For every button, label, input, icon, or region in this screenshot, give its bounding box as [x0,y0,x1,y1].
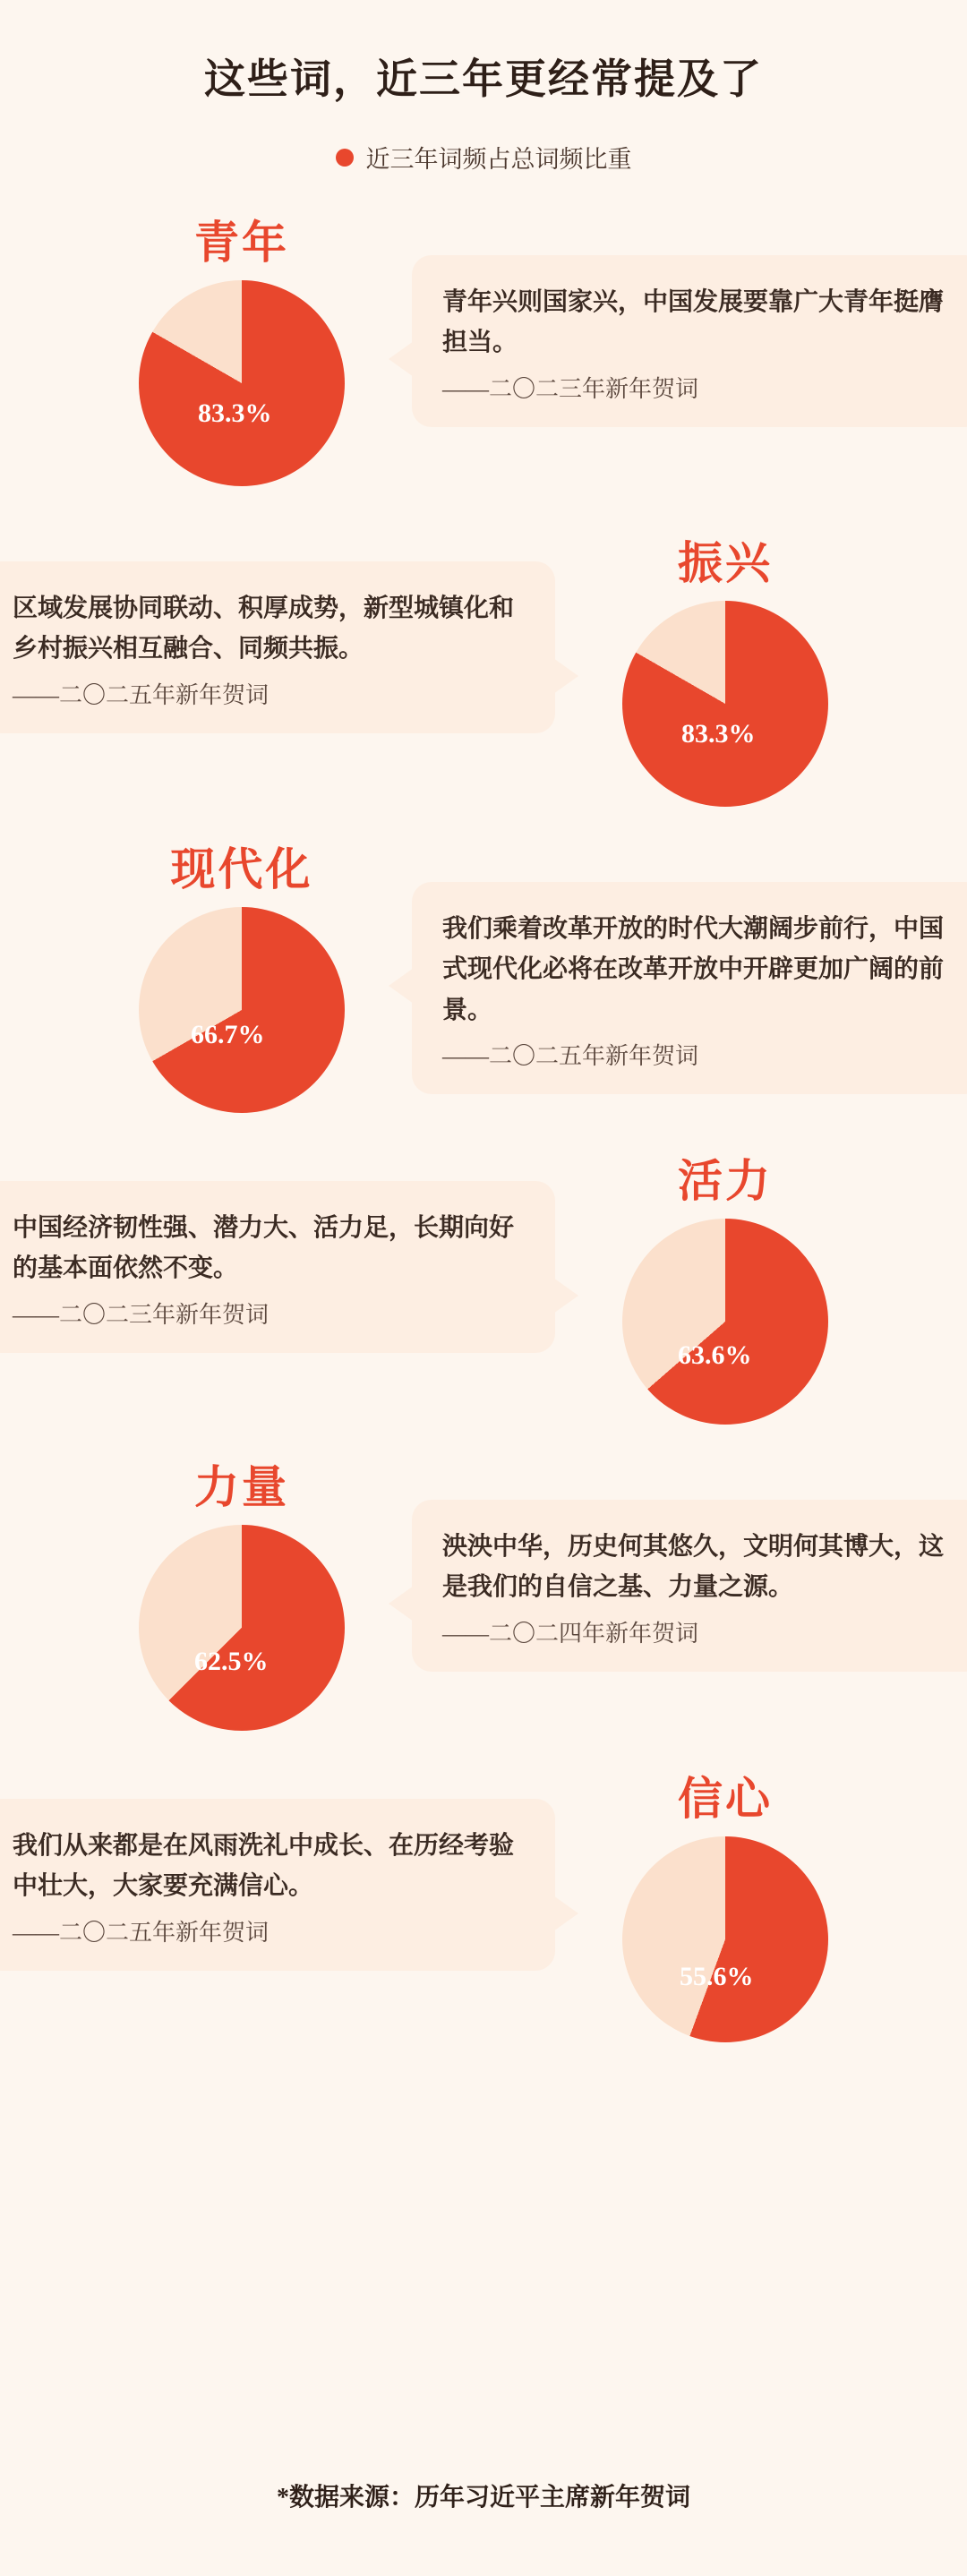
keyword-label-0: 青年 [194,218,289,268]
quote-bubble-4 [412,1500,967,1672]
quote-source-2: ——二〇二五年新年贺词 [442,1043,699,1070]
pie-value-label-5: 55.6% [680,1962,754,1991]
pie-chart-4 [139,1525,345,1731]
legend [54,140,913,175]
pie-chart-2 [139,907,345,1113]
pie-value-label-1: 83.3% [681,719,756,749]
chart-row-2 [54,834,945,1113]
pie-block-1 [555,527,895,807]
quote-source-5: ——二〇二五年新年贺词 [13,1919,270,1946]
chart-row-5 [13,1763,913,2042]
chart-row-1 [13,527,913,807]
pie-value-label-3: 63.6% [678,1340,752,1370]
pie-value-label-0: 83.3% [198,398,272,428]
pie-slice-group-5 [622,1836,828,2042]
pie-slice-group-2 [139,907,345,1113]
keyword-label-1: 振兴 [678,538,773,588]
quote-text-0: 青年兴则国家兴，中国发展要靠广大青年挺膺担当。 [442,288,945,357]
quote-text-4: 泱泱中华，历史何其悠久，文明何其博大，这是我们的自信之基、力量之源。 [442,1533,945,1602]
quote-source-1: ——二〇二五年新年贺词 [13,681,270,708]
pie-value-label-2: 66.7% [191,1020,265,1049]
pie-block-3 [555,1145,895,1425]
quote-text-2: 我们乘着改革开放的时代大潮阔步前行，中国式现代化必将在改革开放中开辟更加广阔的前景。 [442,915,945,1024]
pie-slice-group-0 [139,280,345,486]
pie-chart-0 [139,280,345,486]
quote-bubble-0 [412,255,967,427]
quote-source-0: ——二〇二三年新年贺词 [442,375,699,402]
quote-source-4: ——二〇二四年新年贺词 [442,1620,699,1647]
quote-text-1: 区域发展协同联动、积厚成势，新型城镇化和乡村振兴相互融合、同频共振。 [13,595,515,663]
legend-label: 近三年词频占总词频比重 [365,146,632,173]
keyword-label-5: 信心 [678,1774,773,1824]
keyword-label-2: 现代化 [170,844,313,894]
page-title: 这些词，近三年更经常提及了 [204,56,763,102]
quote-bubble-5 [0,1799,555,1971]
pie-block-4 [72,1451,412,1731]
pie-slice-group-3 [622,1219,828,1425]
quote-text-5: 我们从来都是在风雨洗礼中成长、在历经考验中壮大，大家要充满信心。 [13,1832,515,1901]
quote-bubble-2 [412,882,967,1094]
legend-dot-icon [336,149,354,167]
pie-value-label-4: 62.5% [194,1647,269,1676]
source-note: *数据来源：历年习近平主席新年贺词 [276,2484,690,2512]
pie-slice-group-4 [139,1525,345,1731]
chart-row-3 [13,1145,913,1425]
pie-chart-3 [622,1219,828,1425]
quote-bubble-3 [0,1181,555,1353]
keyword-label-4: 力量 [194,1462,289,1512]
pie-chart-1 [622,601,828,807]
pie-slice-group-1 [622,601,828,807]
chart-row-4 [54,1451,945,1731]
pie-block-0 [72,207,412,486]
pie-block-5 [555,1763,895,2042]
pie-block-2 [72,834,412,1113]
quote-text-3: 中国经济韧性强、潜力大、活力足，长期向好的基本面依然不变。 [13,1214,515,1283]
chart-row-0 [54,207,945,486]
keyword-label-3: 活力 [678,1156,773,1206]
quote-source-3: ——二〇二三年新年贺词 [13,1301,270,1328]
pie-chart-5 [622,1836,828,2042]
quote-bubble-1 [0,561,555,733]
